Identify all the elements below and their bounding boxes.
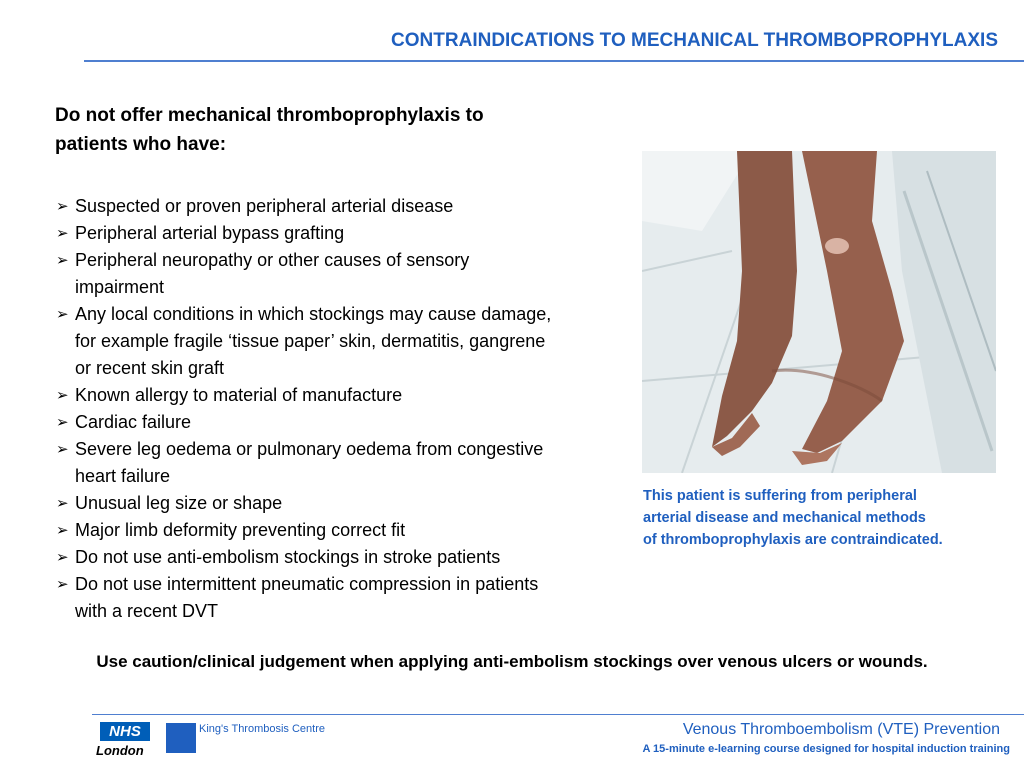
arrow-bullet-icon: ➢ — [56, 549, 69, 566]
heading-line-2: patients who have: — [55, 134, 227, 155]
list-item: ➢ Any local conditions in which stockings may cause damage, — [56, 301, 636, 328]
caption-line-3: of thromboprophylaxis are contraindicated. — [643, 532, 943, 548]
arrow-bullet-icon: ➢ — [56, 225, 69, 242]
arrow-bullet-icon: ➢ — [56, 198, 69, 215]
caution-note: Use caution/clinical judgement when applying anti-embolism stockings over venous ulcers or wounds. — [96, 652, 928, 671]
list-item: ➢ Peripheral arterial bypass grafting — [56, 220, 636, 247]
arrow-bullet-icon: ➢ — [56, 441, 69, 458]
list-item-continuation: with a recent DVT — [75, 601, 219, 621]
arrow-bullet-icon: ➢ — [56, 252, 69, 269]
arrow-bullet-icon: ➢ — [56, 387, 69, 404]
nhs-london-logo — [96, 722, 154, 758]
nhs-logo-sub: London — [96, 743, 144, 758]
list-item-continuation: heart failure — [75, 466, 171, 486]
patient-leg-photo — [642, 151, 996, 473]
photo-caption — [643, 485, 1013, 551]
course-subtitle: A 15-minute e-learning course designed for hospital induction training — [642, 743, 1010, 755]
footer-divider — [92, 714, 1024, 715]
kings-logo-text: King's Thrombosis Centre — [199, 723, 326, 735]
list-item: ➢ Do not use intermittent pneumatic compression in patients — [56, 571, 636, 598]
list-item: ➢ Major limb deformity preventing correct fit — [56, 517, 636, 544]
list-item: ➢ Known allergy to material of manufacture — [56, 382, 636, 409]
kings-thrombosis-centre-logo — [166, 723, 325, 753]
patient-leg-photo-illustration — [642, 151, 996, 473]
list-item-continuation: impairment — [75, 277, 165, 297]
page-title: CONTRAINDICATIONS TO MECHANICAL THROMBOPROPHYLAXIS — [391, 30, 998, 51]
contraindication-list — [56, 193, 636, 625]
list-item-continuation: for example fragile ‘tissue paper’ skin, dermatitis, gangrene — [75, 331, 546, 351]
caption-line-1: This patient is suffering from peripheral — [643, 488, 917, 504]
list-item: ➢ Peripheral neuropathy or other causes of sensory — [56, 247, 636, 274]
list-item: ➢ Severe leg oedema or pulmonary oedema from congestive — [56, 436, 636, 463]
title-divider — [84, 60, 1024, 62]
arrow-bullet-icon: ➢ — [56, 495, 69, 512]
heading-line-1: Do not offer mechanical thromboprophylaxis to — [55, 105, 484, 126]
arrow-bullet-icon: ➢ — [56, 576, 69, 593]
list-item: ➢ Unusual leg size or shape — [56, 490, 636, 517]
contraindications-heading — [55, 101, 615, 159]
kings-logo-mark — [166, 723, 196, 753]
arrow-bullet-icon: ➢ — [56, 414, 69, 431]
list-item-continuation: or recent skin graft — [75, 358, 225, 378]
list-item: ➢ Suspected or proven peripheral arterial disease — [56, 193, 636, 220]
nhs-logo-box: NHS — [100, 722, 150, 741]
caption-line-2: arterial disease and mechanical methods — [643, 510, 926, 526]
arrow-bullet-icon: ➢ — [56, 306, 69, 323]
list-item: ➢ Cardiac failure — [56, 409, 636, 436]
list-item: ➢ Do not use anti-embolism stockings in stroke patients — [56, 544, 636, 571]
course-title: Venous Thromboembolism (VTE) Prevention — [682, 721, 1000, 738]
arrow-bullet-icon: ➢ — [56, 522, 69, 539]
